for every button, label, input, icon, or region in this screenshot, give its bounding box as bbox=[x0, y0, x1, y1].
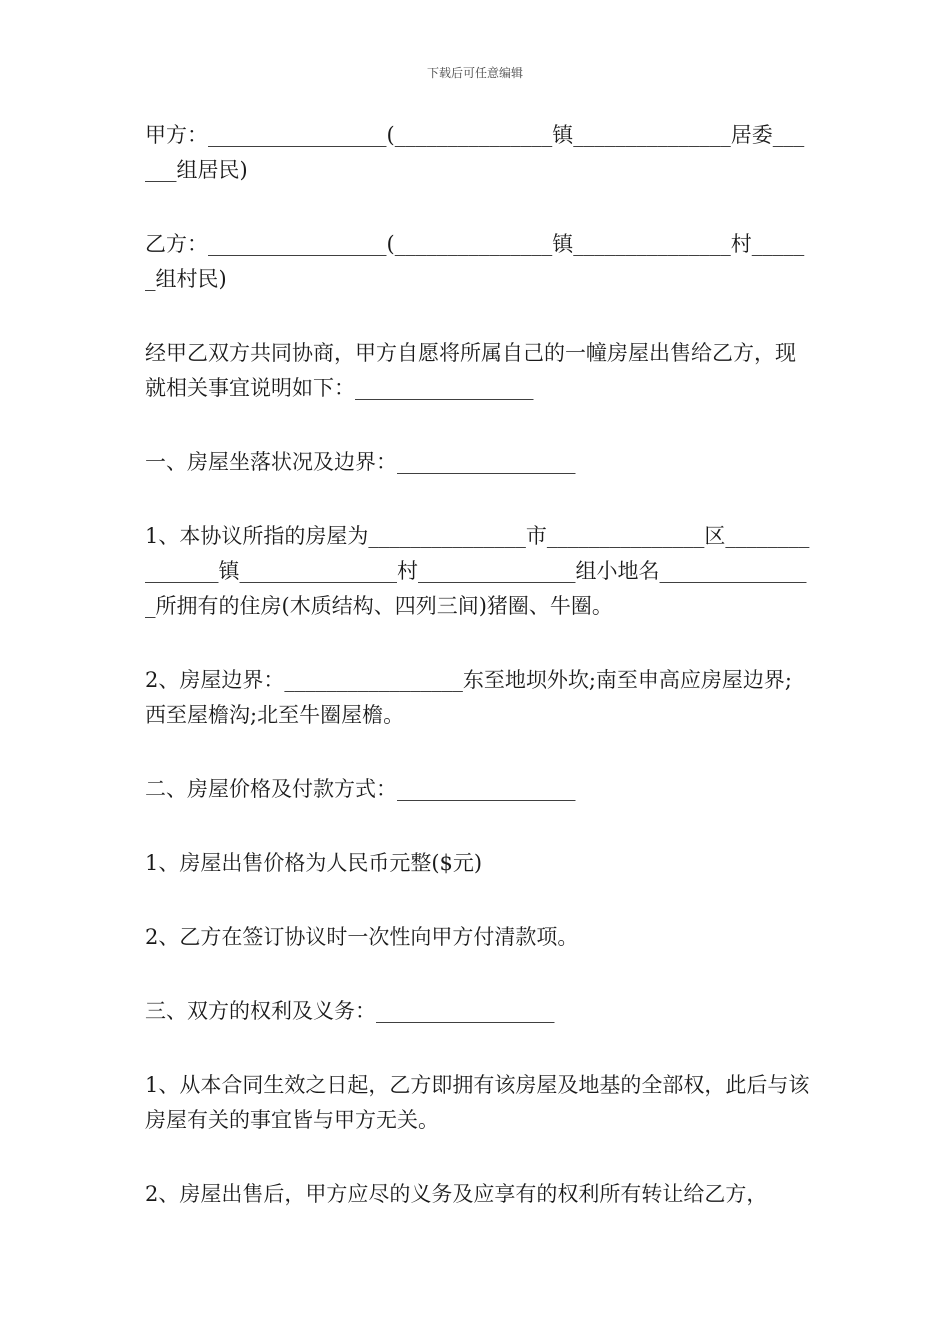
document-body bbox=[145, 118, 810, 1251]
intro-paragraph: 经甲乙双方共同协商，甲方自愿将所属自己的一幢房屋出售给乙方，现就相关事宜说明如下：_________________ bbox=[145, 341, 796, 400]
page-header: 下载后可任意编辑 bbox=[426, 66, 523, 80]
section-3-heading: 三、双方的权利及义务：_________________ bbox=[145, 999, 555, 1023]
party-a-line: 甲方：_________________(_______________镇_______________居委______组居民) bbox=[145, 123, 805, 182]
section-1-heading: 一、房屋坐落状况及边界：_________________ bbox=[145, 450, 576, 474]
section-3-item-1: 1、从本合同生效之日起，乙方即拥有该房屋及地基的全部权，此后与该房屋有关的事宜皆与甲方无关。 bbox=[145, 1073, 810, 1132]
section-1-item-1: 1、本协议所指的房屋为_______________市_______________区_______________镇_______________村_______________组小地名_______________所拥有的住房(木质结构、四列三间)猪圈、牛圈。 bbox=[145, 524, 810, 618]
party-b-line: 乙方：_________________(_______________镇_______________村______组村民) bbox=[145, 232, 805, 291]
section-2-heading: 二、房屋价格及付款方式：_________________ bbox=[145, 777, 576, 801]
section-1-item-2: 2、房屋边界：_________________东至地坝外坎;南至申高应房屋边界;西至屋檐沟;北至牛圈屋檐。 bbox=[145, 668, 793, 727]
section-2-item-1: 1、房屋出售价格为人民币元整($元) bbox=[145, 851, 483, 875]
section-2-item-2: 2、乙方在签订协议时一次性向甲方付清款项。 bbox=[145, 925, 579, 949]
section-3-item-2: 2、房屋出售后，甲方应尽的义务及应享有的权利所有转让给乙方， bbox=[145, 1182, 768, 1206]
